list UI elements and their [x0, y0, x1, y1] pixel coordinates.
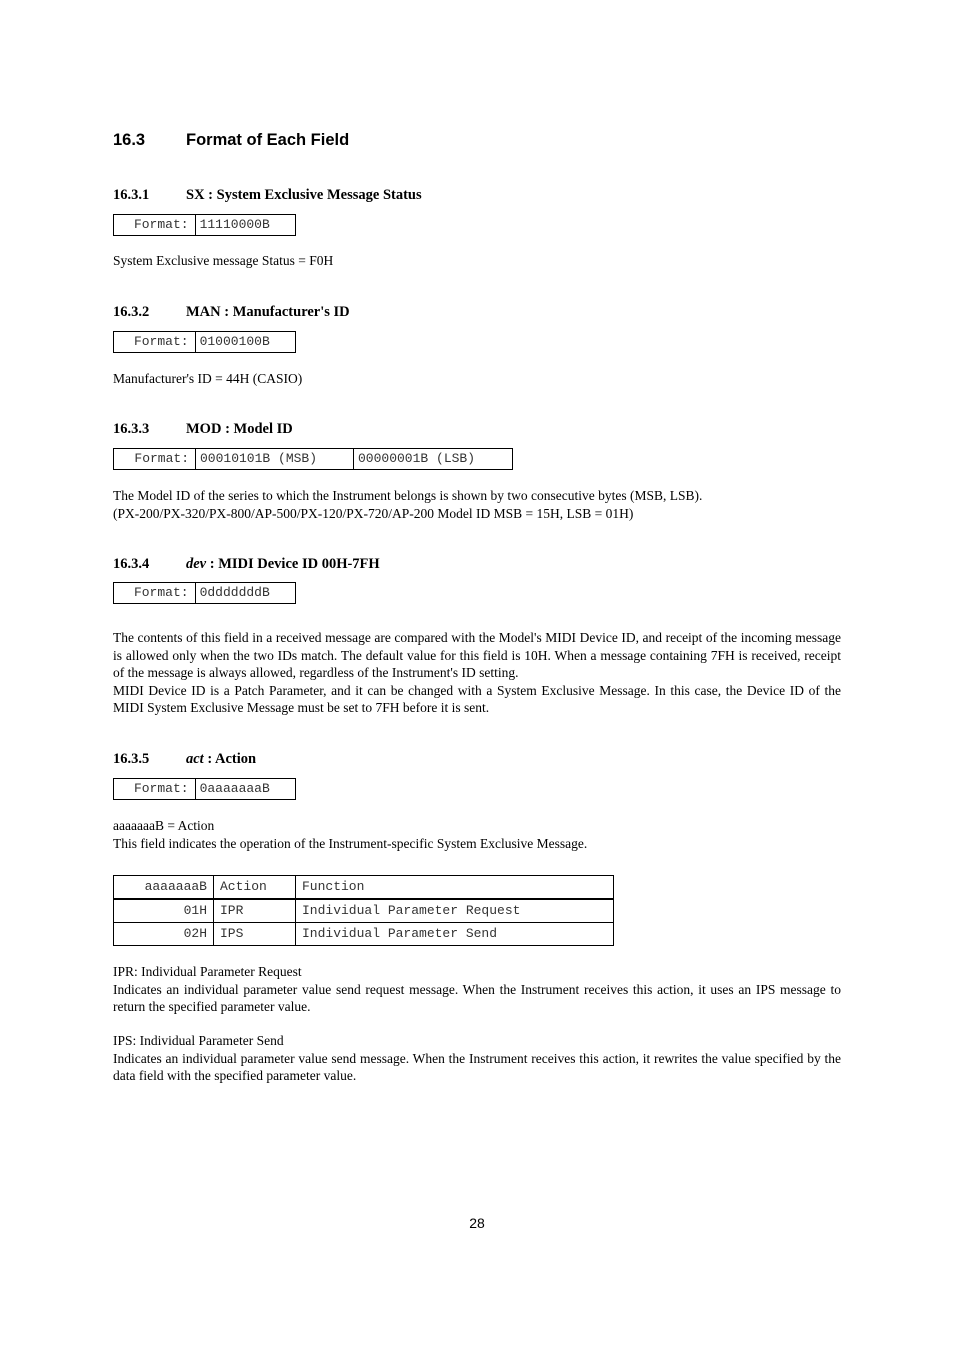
note-title: IPR: Individual Parameter Request	[113, 964, 302, 979]
table-header-cell: aaaaaaaB	[114, 876, 214, 898]
format-label: Format:	[114, 583, 196, 603]
format-value-msb: 00010101B (MSB)	[196, 449, 354, 469]
format-box	[113, 778, 296, 800]
subsection-number: 16.3.1	[113, 187, 150, 203]
paragraph: The Model ID of the series to which the Instrument belongs is shown by two consecutive bytes (MSB, LSB).	[113, 488, 703, 503]
subsection-heading	[113, 750, 256, 769]
note-body: Indicates an individual parameter value send request message. When the Instrument receives this action, it uses an IPS message to return the specified parameter value.	[113, 981, 841, 1015]
format-label: Format:	[114, 449, 196, 469]
field-text	[113, 817, 841, 852]
format-value: 11110000B	[199, 217, 270, 232]
table-header-cell: Action	[214, 876, 296, 898]
subsection-heading	[113, 303, 350, 322]
format-value: 0aaaaaaaB	[199, 781, 270, 796]
field-desc: : MIDI Device ID 00H-7FH	[206, 556, 380, 572]
subsection-number: 16.3.4	[113, 556, 150, 572]
paragraph: MIDI Device ID is a Patch Parameter, and it can be changed with a System Exclusive Message. In this case, the Device ID of the MIDI System Exclusive Message must be set to 7FH before it is sent.	[113, 682, 841, 716]
field-name: act	[186, 751, 204, 767]
note-ips	[113, 1032, 841, 1085]
field-desc: : Model ID	[221, 421, 293, 437]
paragraph: This field indicates the operation of the Instrument-specific System Exclusive Message.	[113, 835, 588, 851]
field-text	[113, 370, 841, 388]
table-cell: IPS	[214, 923, 296, 945]
subsection-number: 16.3.5	[113, 751, 150, 767]
field-desc: : Manufacturer's ID	[220, 304, 350, 320]
field-text	[113, 487, 841, 522]
table-cell: 02H	[114, 923, 214, 945]
paragraph: System Exclusive message Status = F0H	[113, 253, 334, 268]
field-desc: : System Exclusive Message Status	[204, 187, 422, 203]
subsection-heading	[113, 420, 293, 439]
paragraph: aaaaaaaB = Action	[113, 818, 215, 833]
note-title: IPS: Individual Parameter Send	[113, 1033, 284, 1048]
table-cell: 01H	[114, 900, 214, 922]
field-desc: : Action	[203, 751, 257, 767]
section-heading	[113, 130, 349, 151]
subsection-heading	[113, 555, 380, 574]
field-name: SX	[186, 187, 205, 203]
format-box	[113, 448, 513, 470]
subsection-heading	[113, 186, 422, 205]
table-header-cell: Function	[302, 879, 365, 894]
section-title: Format of Each Field	[186, 131, 350, 149]
table-row	[114, 900, 613, 922]
format-box	[113, 331, 296, 353]
document-page	[113, 0, 841, 1351]
table-header-row	[114, 876, 613, 900]
format-box	[113, 214, 296, 236]
field-name: dev	[186, 556, 207, 572]
format-label: Format:	[114, 215, 196, 235]
action-table	[113, 875, 614, 946]
subsection-number: 16.3.2	[113, 304, 150, 320]
format-label: Format:	[114, 779, 196, 799]
paragraph: (PX-200/PX-320/PX-800/AP-500/PX-120/PX-720/AP-200 Model ID MSB = 15H, LSB = 01H)	[113, 505, 634, 521]
format-value-lsb: 00000001B (LSB)	[358, 451, 476, 466]
note-ipr	[113, 963, 841, 1016]
table-cell: Individual Parameter Request	[302, 903, 521, 918]
note-body: Indicates an individual parameter value send message. When the Instrument receives this action, it rewrites the value specified by the data field with the specified parameter value.	[113, 1050, 841, 1084]
paragraph: The contents of this field in a received message are compared with the Model's MIDI Device ID, and receipt of the incoming message is allowed only when the two IDs match. The default value for this field is 10H. When a message containing 7FH is received, receipt of the message is always allowed, regardless of the Instrument's ID setting.	[113, 630, 841, 681]
field-text	[113, 629, 841, 717]
format-label: Format:	[114, 332, 196, 352]
table-cell: Individual Parameter Send	[302, 926, 498, 941]
section-number: 16.3	[113, 131, 146, 149]
paragraph: Manufacturer's ID = 44H (CASIO)	[113, 371, 303, 386]
field-name: MAN	[186, 304, 221, 320]
field-name: MOD	[186, 421, 222, 437]
table-cell: IPR	[214, 900, 296, 922]
table-row	[114, 922, 613, 945]
format-value: 01000100B	[199, 334, 270, 349]
subsection-number: 16.3.3	[113, 421, 150, 437]
format-box	[113, 582, 296, 604]
format-value: 0dddddddB	[199, 585, 270, 600]
field-text	[113, 252, 841, 270]
page-number: 28	[469, 1215, 485, 1231]
